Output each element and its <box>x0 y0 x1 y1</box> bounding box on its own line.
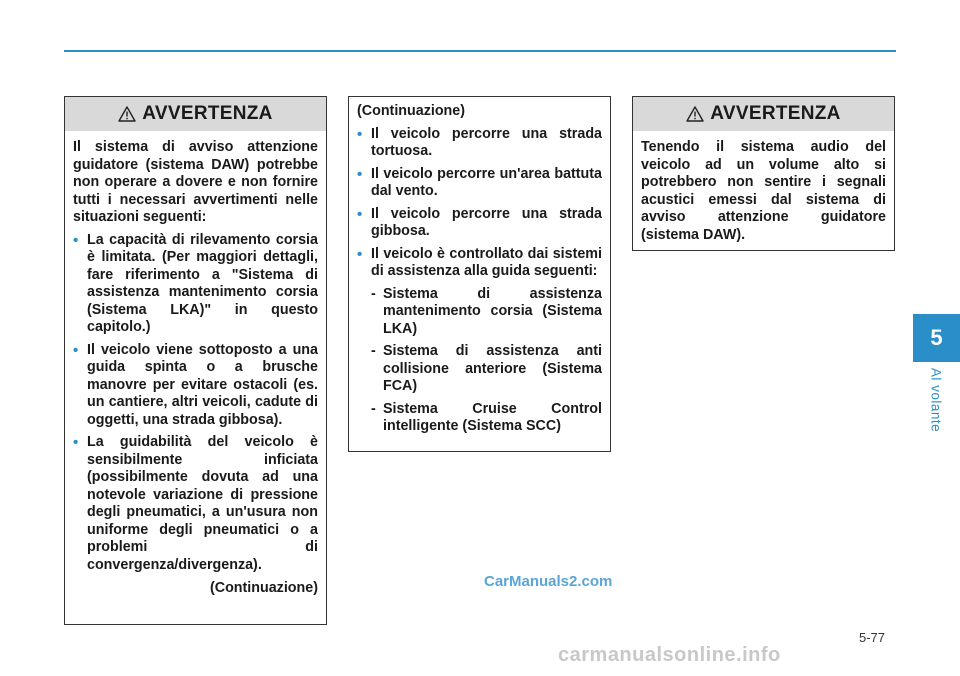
watermark-carmanuals2[interactable]: CarManuals2.com <box>484 573 613 590</box>
warning-title: AVVERTENZA <box>710 103 841 124</box>
bullet-icon: • <box>357 165 363 183</box>
chapter-tab <box>913 314 960 362</box>
list-item: • Il veicolo viene sottoposto a una guida spinta o a brusche manovre per evitare ostacoli (es. un cantiere, altri veicoli, cadute di oggetti, una strada gibbosa). <box>73 341 318 428</box>
chapter-label: Al volante <box>928 367 944 433</box>
bullet-icon: • <box>73 341 79 359</box>
continuation-list <box>357 126 602 436</box>
warning-text: Tenendo il sistema audio del veicolo ad un volume alto si potrebbero non sentire i segnali acustici emessi dal sistema di avviso attenzione guidatore (sistema DAW). <box>641 139 886 243</box>
list-item: • La capacità di rilevamento corsia è limitata. (Per maggiori dettagli, fare riferimento a "Sistema di assistenza mantenimento corsia (Sistema LKA)" in questo capitolo.) <box>73 231 318 335</box>
bullet-icon: • <box>73 434 79 451</box>
warning-header <box>633 97 894 131</box>
sub-list-item: - Sistema di assistenza mantenimento corsia (Sistema LKA) <box>371 285 602 337</box>
list-item: • Il veicolo percorre una strada tortuosa. <box>357 125 602 159</box>
sub-list <box>371 286 602 436</box>
warning-box-daw-limitations <box>64 96 327 625</box>
list-item: • Il veicolo è controllato dai sistemi di assistenza alla guida seguenti: - Sistema di assistenza mantenimento corsia (Sistema LKA) - Sistema di assistenza anti collisione anteriore (Sistema FCA) - Sistema Cruise Control intelligente (Sistema SCC) <box>357 245 602 434</box>
list-item: • Il veicolo percorre un'area battuta dal vento. <box>357 165 602 199</box>
sub-list-item: - Sistema Cruise Control intelligente (Sistema SCC) <box>371 400 602 434</box>
continued-label: (Continuazione) <box>209 580 318 596</box>
warning-box-audio-volume <box>632 96 895 251</box>
warning-triangle-icon <box>686 106 704 122</box>
bullet-icon: • <box>73 231 79 249</box>
warning-triangle-icon <box>118 106 136 122</box>
list-item: • La guidabilità del veicolo è sensibilmente inficiata (possibilmente dovuta ad una notevole variazione di pressione degli pneumatici, a un'usura non uniforme degli pneumatici o a problemi di convergenza/divergenza). <box>73 434 318 573</box>
top-rule <box>64 50 896 52</box>
page-number: 5-77 <box>859 630 886 645</box>
warning-box-continuation <box>348 96 611 452</box>
watermark-carmanualsonline: carmanualsonline.info <box>558 644 781 666</box>
continuation-header: (Continuazione) <box>357 103 466 119</box>
warning-intro: Il sistema di avviso attenzione guidatore (sistema DAW) potrebbe non operare a dovere e non fornire tutti i necessari avvertimenti nelle situazioni seguenti: <box>73 139 318 225</box>
bullet-icon: • <box>357 205 363 223</box>
list-item: • Il veicolo percorre una strada gibbosa. <box>357 205 602 239</box>
chapter-number: 5 <box>930 325 943 350</box>
bullet-icon: • <box>357 245 363 263</box>
warning-title: AVVERTENZA <box>142 103 273 124</box>
bullet-icon: • <box>357 125 363 143</box>
warning-list <box>73 232 318 575</box>
sub-list-item: - Sistema di assistenza anti collisione anteriore (Sistema FCA) <box>371 343 602 394</box>
warning-header <box>65 97 326 131</box>
